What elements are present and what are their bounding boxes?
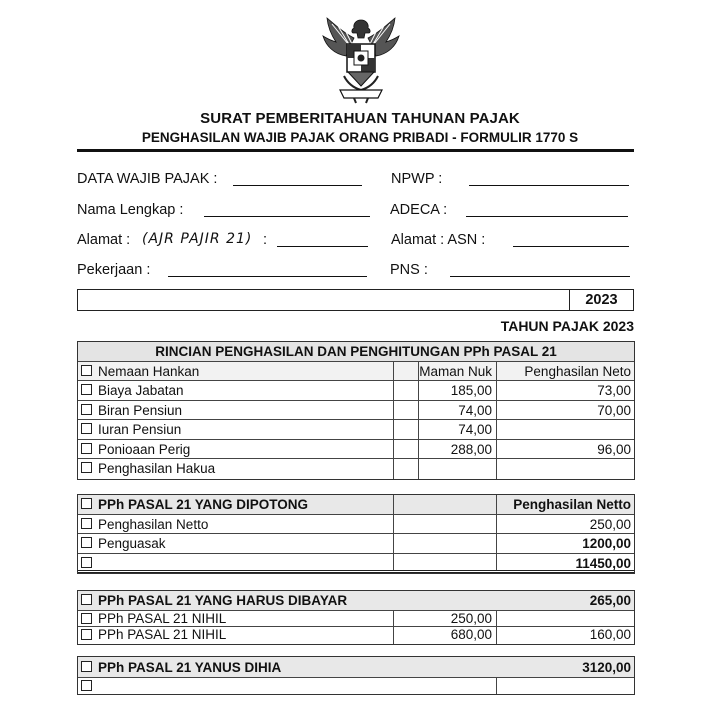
row-col2: 96,00 — [496, 440, 634, 459]
row-col2 — [496, 611, 634, 627]
table-row — [78, 459, 634, 479]
pns-label: PNS : — [390, 262, 428, 278]
header-col2: 265,00 — [589, 593, 631, 608]
pekerjaan-field[interactable] — [168, 276, 367, 277]
table-row — [78, 678, 634, 694]
year-box — [77, 289, 634, 311]
row-col2: 250,00 — [496, 515, 634, 534]
table2-header-row — [78, 495, 634, 515]
row-col1: 250,00 — [393, 611, 496, 627]
checkbox[interactable] — [81, 629, 92, 640]
row-label: Ponioaan Perig — [98, 441, 191, 457]
checkbox[interactable] — [81, 661, 92, 672]
table4-header-row — [78, 657, 634, 678]
adeca-label: ADECA : — [390, 202, 448, 218]
data-wajib-pajak-label: DATA WAJIB PAJAK : — [77, 171, 218, 187]
header-col2: Penghasilan Neto — [496, 362, 634, 381]
checkbox[interactable] — [81, 498, 92, 509]
row-label: Biran Pensiun — [98, 402, 183, 418]
row-col1: 74,00 — [418, 401, 496, 420]
title-rule — [77, 149, 634, 152]
checkbox[interactable] — [81, 384, 92, 395]
table1-title-row — [78, 342, 634, 362]
row-col1: 74,00 — [418, 420, 496, 439]
row-col2: 70,00 — [496, 401, 634, 420]
alamat-field[interactable] — [277, 246, 368, 247]
pns-field[interactable] — [450, 276, 630, 277]
alamat-colon: : — [263, 232, 268, 248]
row-col2: 160,00 — [496, 627, 634, 644]
form-subtitle: PENGHASILAN WAJIB PAJAK ORANG PRIBADI - FORMULIR 1770 S — [141, 130, 579, 145]
pekerjaan-label: Pekerjaan : — [77, 262, 151, 278]
row-col2: 11450,00 — [496, 554, 634, 571]
alamat-label: Alamat : — [77, 232, 131, 248]
row-label: Biaya Jabatan — [98, 383, 184, 398]
table-row — [78, 627, 634, 644]
checkbox[interactable] — [81, 423, 92, 434]
data-wajib-pajak-field[interactable] — [233, 185, 362, 186]
row-label: Penguasak — [98, 536, 166, 551]
row-col2 — [496, 420, 634, 439]
npwp-label: NPWP : — [391, 171, 443, 187]
header-label: PPh PASAL 21 YANG DIPOTONG — [98, 497, 309, 512]
header-col2: Penghasilan Netto — [496, 495, 634, 514]
table-row — [78, 611, 634, 628]
year-value: 2023 — [569, 290, 633, 310]
checkbox[interactable] — [81, 365, 92, 376]
row-col2: 73,00 — [496, 381, 634, 400]
alamat-handwritten-value: (AJR PAJIR 21) — [142, 231, 253, 247]
checkbox[interactable] — [81, 462, 92, 473]
adeca-field[interactable] — [466, 216, 628, 217]
row-col2: 1200,00 — [496, 534, 634, 553]
table-row — [78, 440, 634, 460]
income-details-table — [77, 341, 635, 480]
header-label: Nemaan Hankan — [98, 363, 200, 379]
garuda-emblem-icon — [318, 14, 404, 104]
header-col2: 3120,00 — [582, 660, 631, 675]
npwp-field[interactable] — [469, 185, 629, 186]
row-label: Penghasilan Hakua — [98, 461, 216, 476]
nama-lengkap-field[interactable] — [204, 216, 370, 217]
table-row — [78, 420, 634, 440]
row-col1 — [418, 459, 496, 479]
table-row — [78, 515, 634, 535]
row-col2 — [496, 459, 634, 479]
tax-year-label: TAHUN PAJAK 2023 — [500, 318, 634, 334]
checkbox[interactable] — [81, 680, 92, 691]
header-label: PPh PASAL 21 YANUS DIHIA — [98, 660, 282, 675]
header-col1: Maman Nuk — [418, 362, 496, 381]
checkbox[interactable] — [81, 404, 92, 415]
row-col1: 185,00 — [418, 381, 496, 400]
row-col1: 680,00 — [393, 627, 496, 644]
alamat-asn-field[interactable] — [513, 246, 629, 247]
row-label: Iuran Pensiun — [98, 422, 182, 437]
table1-title: RINCIAN PENGHASILAN DAN PENGHITUNGAN PPh PASAL 21 — [155, 344, 557, 359]
table-row — [78, 534, 634, 554]
table3-header-row — [78, 591, 634, 611]
pph-total-table — [77, 656, 635, 695]
checkbox[interactable] — [81, 518, 92, 529]
table-row — [78, 554, 634, 574]
header-label: PPh PASAL 21 YANG HARUS DIBAYAR — [98, 593, 348, 608]
checkbox[interactable] — [81, 443, 92, 454]
checkbox[interactable] — [81, 594, 92, 605]
nama-lengkap-label: Nama Lengkap : — [77, 202, 184, 218]
pph-harus-dibayar-table — [77, 590, 635, 645]
form-title: SURAT PEMBERITAHUAN TAHUNAN PAJAK — [200, 110, 520, 127]
row-label: PPh PASAL 21 NIHIL — [98, 627, 227, 642]
alamat-asn-label: Alamat : ASN : — [391, 232, 486, 248]
row-label: PPh PASAL 21 NIHIL — [98, 610, 227, 626]
table-row — [78, 401, 634, 421]
table1-header-row — [78, 362, 634, 382]
checkbox[interactable] — [81, 537, 92, 548]
row-label: Penghasilan Netto — [98, 516, 209, 532]
checkbox[interactable] — [81, 613, 92, 624]
table-row — [78, 381, 634, 401]
pph-dipotong-table — [77, 494, 635, 574]
checkbox[interactable] — [81, 557, 92, 568]
row-col1: 288,00 — [418, 440, 496, 459]
